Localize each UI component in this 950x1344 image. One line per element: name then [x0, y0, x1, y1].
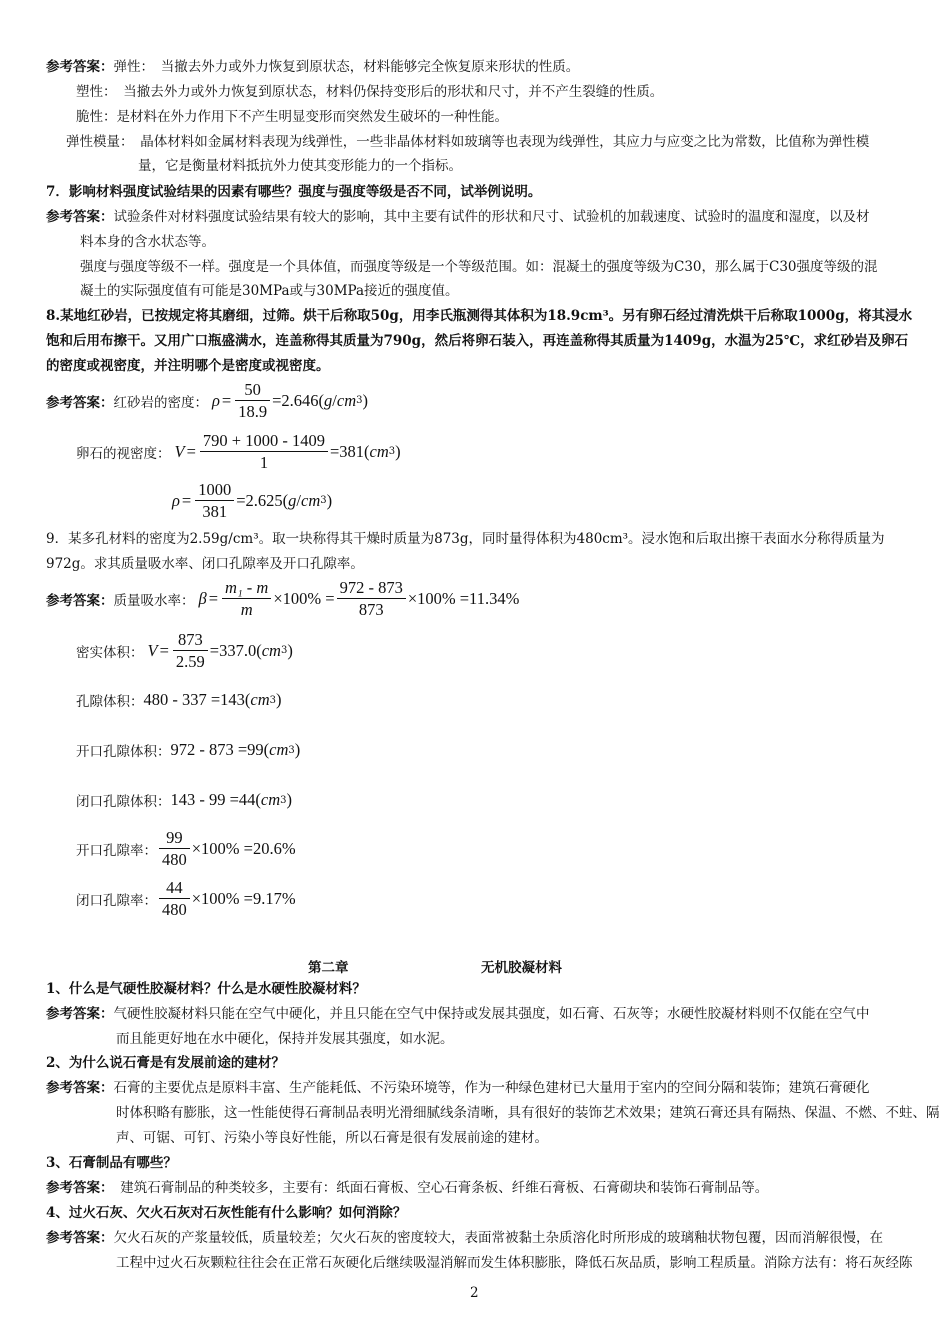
answer-label: 参考答案： — [46, 1230, 114, 1246]
fraction: $\frac{50}{18.9}$ — [235, 380, 270, 421]
chapter2-question-4: 4、过火石灰、欠火石灰对石灰性能有什么影响？如何消除？ — [46, 1205, 407, 1221]
chapter2-question-2: 2、为什么说石膏是有发展前途的建材？ — [46, 1055, 285, 1071]
answer-text: 试验条件对材料强度试验结果有较大的影响，其中主要有试件的形状和尺寸、试验机的加载速度、试验时的温度和湿度，以及材 — [113, 209, 870, 225]
answer-label: 参考答案： — [46, 1006, 114, 1022]
answer-modulus-line2: 量，它是衡量材料抵抗外力使其变形能力的一个指标。 — [138, 158, 462, 174]
question-8-line3: 的密度或视密度，并注明哪个是密度或视密度。 — [46, 358, 330, 374]
result: 480 - 337 =143( — [143, 690, 251, 709]
result: =2.646( — [272, 390, 325, 410]
operator: ×100% = — [273, 588, 335, 608]
equation-solid-volume: 密实体积： V = $\frac{873}{2.59}$ =337.0( cm 3 ) — [76, 630, 293, 671]
symbol: V — [147, 640, 158, 660]
equation-label: 闭口孔隙体积： — [76, 794, 171, 810]
chapter2-answer-1-line1 — [46, 1004, 870, 1024]
equation-label: 闭口孔隙率： — [76, 892, 157, 909]
answer-brittleness: 脆性：是材料在外力作用下不产生明显变形而突然发生破坏的一种性能。 — [76, 109, 508, 125]
question-9-line1: 9．某多孔材料的密度为2.59g/cm³。取一块称得其干燥时质量为873g，同时量得体积为480cm³。浸水饱和后取出擦干表面水分称得质量为 — [46, 531, 885, 547]
fraction: $\frac{790 + 1000 - 1409}{1}$ — [200, 431, 328, 472]
answer-text: 气硬性胶凝材料只能在空气中硬化，并且只能在空气中保持或发展其强度，如石膏、石灰等；水硬性胶凝材料则不仅能在空气中 — [113, 1006, 870, 1022]
answer-label: 参考答案： — [46, 592, 114, 609]
question-8-line1: 8.某地红砂岩，已按规定将其磨细，过筛。烘干后称取50g，用李氏瓶测得其体积为18.9cm³。另有卵石经过清洗烘干后称取1000g，将其浸水 — [46, 308, 913, 324]
result: =337.0( — [209, 640, 262, 660]
question-8-line2: 饱和后用布擦干。又用广口瓶盛满水，连盖称得其质量为790g，然后将卵石装入，再连盖称得其质量为1409g，水温为25℃，求红砂岩及卵石 — [46, 333, 909, 349]
answer-7-line1 — [46, 207, 870, 227]
question-9-line2: 972g。求其质量吸水率、闭口孔隙率及开口孔隙率。 — [46, 556, 364, 572]
symbol: β — [198, 588, 207, 608]
chapter-number: 第二章 — [308, 960, 349, 976]
page-number: 2 — [470, 1285, 479, 1301]
chapter-title: 无机胶凝材料 — [481, 960, 562, 976]
equation-label: 开口孔隙体积： — [76, 744, 171, 760]
fraction: $\frac{972 - 873}{873}$ — [337, 578, 406, 619]
result: ×100% =20.6% — [191, 838, 296, 858]
equation-label: 开口孔隙率： — [76, 842, 157, 859]
symbol: ρ — [212, 390, 220, 410]
chapter2-answer-2-line2: 时体积略有膨胀，这一性能使得石膏制品表明光滑细腻线条清晰，具有很好的装饰艺术效果；建筑石膏还具有隔热、保温、不燃、不蛀、隔 — [116, 1105, 940, 1121]
result: 143 - 99 =44( — [170, 790, 261, 809]
symbol: ρ — [172, 490, 180, 510]
equation-label: 孔隙体积： — [76, 694, 144, 710]
chapter2-question-1: 1、什么是气硬性胶凝材料？什么是水硬性胶凝材料？ — [46, 981, 366, 997]
equation-sandstone-density: 参考答案： 红砂岩的密度： ρ = $\frac{50}{18.9}$ =2.646( g / cm 3 ) — [46, 380, 369, 421]
result: 972 - 873 =99( — [170, 740, 270, 759]
equation-pebble-apparent-density: 卵石的视密度： V = $\frac{790 + 1000 - 1409}{1}$ =381( cm 3 ) — [76, 431, 401, 472]
result: ×100% =9.17% — [191, 888, 296, 908]
chapter2-answer-2-line1 — [46, 1078, 870, 1098]
symbol: V — [174, 441, 185, 461]
equation-pebble-density: ρ = $\frac{1000}{381}$ =2.625( g / cm 3 ) — [172, 480, 333, 521]
result: ×100% =11.34% — [407, 588, 520, 608]
answer-label: 参考答案： — [46, 394, 114, 411]
chapter2-answer-4-line1 — [46, 1228, 883, 1248]
answer-plasticity: 塑性： 当撤去外力或外力恢复到原状态，材料仍保持变形后的形状和尺寸，并不产生裂缝的性质。 — [76, 84, 664, 100]
answer-label: 参考答案： — [46, 1080, 114, 1096]
question-7: 7．影响材料强度试验结果的因素有哪些？强度与强度等级是否不同，试举例说明。 — [46, 184, 542, 200]
equation-open-pore-volume: 开口孔隙体积： 972 - 873 =99( cm 3 ) — [76, 740, 301, 760]
fraction: $\frac{99}{480}$ — [159, 828, 190, 869]
answer-label: 参考答案： — [46, 1180, 107, 1196]
chapter2-answer-2-line3: 声、可锯、可钉、污染小等良好性能，所以石膏是很有发展前途的建材。 — [116, 1130, 548, 1146]
equation-label: 红砂岩的密度： — [113, 394, 208, 411]
equation-open-porosity — [76, 828, 296, 869]
fraction: $\frac{\text{m₁ - m}}{m}$ — [222, 578, 271, 619]
chapter2-answer-1-line2: 而且能更好地在水中硬化，保持并发展其强度，如水泥。 — [116, 1031, 454, 1047]
equation-label: 密实体积： — [76, 644, 144, 661]
fraction: $\frac{44}{480}$ — [159, 878, 190, 919]
answer-7-line2: 料本身的含水状态等。 — [80, 234, 215, 250]
answer-label: 参考答案： — [46, 209, 114, 225]
equation-closed-pore-volume: 闭口孔隙体积： 143 - 99 =44( cm 3 ) — [76, 790, 293, 810]
answer-label: 参考答案： — [46, 59, 114, 75]
chapter2-question-3: 3、石膏制品有哪些？ — [46, 1155, 177, 1171]
equation-closed-porosity — [76, 878, 296, 919]
answer-modulus-line1: 弹性模量： 晶体材料如金属材料表现为线弹性，一些非晶体材料如玻璃等也表现为线弹性，其应力与应变之比为常数，比值称为弹性模 — [66, 134, 870, 150]
answer-7-line3: 强度与强度等级不一样。强度是一个具体值，而强度等级是一个等级范围。如：混凝土的强度等级为C30，那么属于C30强度等级的混 — [80, 259, 878, 275]
answer-text: 弹性： 当撤去外力或外力恢复到原状态，材料能够完全恢复原来形状的性质。 — [113, 59, 580, 75]
equation-label: 质量吸水率： — [113, 592, 195, 609]
answer-text: 石膏的主要优点是原料丰富、生产能耗低、不污染环境等，作为一种绿色建材已大量用于室内的空间分隔和装饰；建筑石膏硬化 — [113, 1080, 870, 1096]
result: =2.625( — [236, 490, 289, 510]
answer-text: 建筑石膏制品的种类较多，主要有：纸面石膏板、空心石膏条板、纤维石膏板、石膏砌块和装饰石膏制品等。 — [106, 1180, 769, 1196]
chapter2-answer-4-line2: 工程中过火石灰颗粒往往会在正常石灰硬化后继续吸湿消解而发生体积膨胀，降低石灰品质，影响工程质量。消除方法有：将石灰经陈 — [116, 1255, 913, 1271]
equation-pore-volume: 孔隙体积： 480 - 337 =143( cm 3 ) — [76, 690, 282, 710]
equation-label: 卵石的视密度： — [76, 445, 171, 462]
answer-7-line4: 凝土的实际强度值有可能是30MPa或与30MPa接近的强度值。 — [80, 283, 459, 299]
fraction: $\frac{1000}{381}$ — [195, 480, 234, 521]
result: =381( — [329, 441, 370, 461]
answer-text: 欠火石灰的产浆量较低，质量较差；欠火石灰的密度较大，表面常被黏土杂质溶化时所形成的玻璃釉状物包覆，因而消解很慢，在 — [113, 1230, 883, 1246]
answer-elasticity — [46, 57, 579, 77]
fraction: $\frac{873}{2.59}$ — [173, 630, 208, 671]
chapter2-answer-3 — [46, 1178, 768, 1198]
equation-water-absorption: 参考答案： 质量吸水率： β = $\frac{\text{m₁ - m}}{m}$ ×100% = $\frac{972 - 873}{873}$ ×100% =11.34% — [46, 578, 520, 619]
